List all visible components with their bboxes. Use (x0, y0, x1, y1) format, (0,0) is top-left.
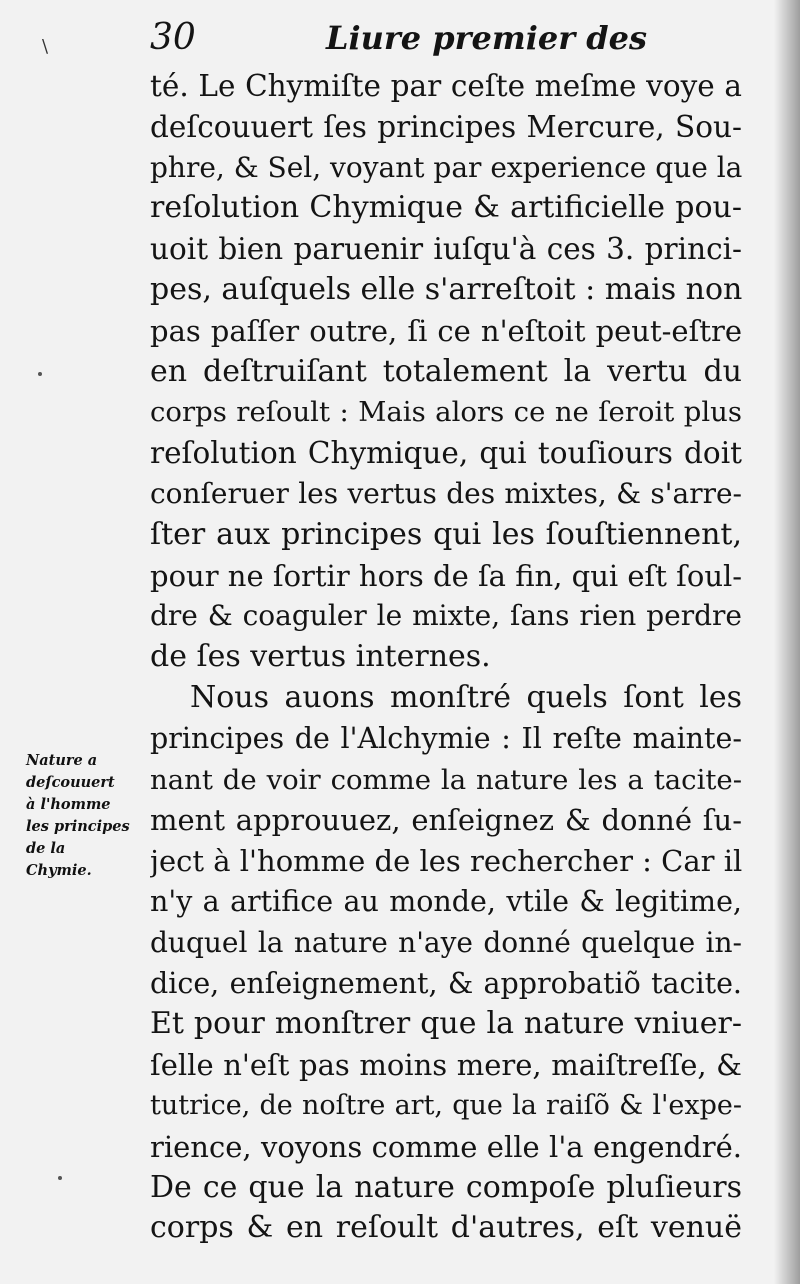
text-line: dre & coaguler le mixte, ſans rien perdre (150, 599, 742, 633)
text-line: duquel la nature n'aye donné quelque in- (150, 925, 742, 959)
text-line: De ce que la nature compoſe pluſieurs (150, 1169, 742, 1205)
text-line: deſcouuert ſes principes Mercure, Sou- (150, 109, 742, 144)
text-line: pes, auſquels elle s'arreſtoit : mais non (150, 271, 742, 307)
text-line: tutrice, de noſtre art, que la raiſõ & l'expe- (150, 1089, 742, 1121)
text-line: corps reſoult : Mais alors ce ne ſeroit plus (150, 396, 742, 429)
text-line: en deſtruiſant totalement la vertu du (150, 353, 742, 389)
text-line: uoit bien paruenir iuſqu'à ces 3. princi- (150, 232, 742, 267)
text-line: n'y a artifice au monde, vtile & legitime, (150, 884, 742, 918)
text-line: ment approuuez, enſeignez & donné ſu- (150, 803, 742, 838)
text-line: reſolution Chymique & artificielle pou- (150, 190, 742, 226)
text-line: dice, enſeignement, & approbatiõ tacite. (150, 966, 742, 1000)
ink-mark: \ (42, 36, 49, 57)
text-line: phre, & Sel, voyant par experience que la (150, 150, 742, 184)
text-line: ſter aux principes qui les ſouſtiennent, (150, 516, 742, 552)
text-line: ject à l'homme de les rechercher : Car il (150, 844, 742, 879)
text-line: conſeruer les vertus des mixtes, & s'arre- (150, 476, 742, 510)
marginal-note-line: deſcouuert (26, 774, 115, 791)
text-line: nant de voir comme la nature les a tacite- (150, 763, 742, 796)
text-line: reſolution Chymique, qui touſiours doit (150, 436, 742, 471)
marginal-note-line: de la (26, 840, 66, 857)
text-line: de ſes vertus internes. (150, 639, 491, 675)
text-line: pas paſſer outre, ſi ce n'eſtoit peut-eſtre (150, 313, 742, 348)
body-text (150, 66, 742, 1249)
text-line: pour ne ſortir hors de ſa fin, qui eſt ſoul- (150, 558, 742, 593)
text-line: principes de l'Alchymie : Il reſte mainte- (150, 721, 742, 755)
marginal-note-line: Chymie. (26, 862, 92, 879)
marginal-note-line: les principes (26, 818, 130, 835)
page-number: 30 (150, 17, 196, 58)
ink-speck (58, 1176, 62, 1180)
text-line: Et pour monſtrer que la nature vniuer- (150, 1006, 742, 1042)
text-line: té. Le Chymiſte par ceſte meſme voye a (150, 69, 742, 103)
marginal-note (26, 750, 152, 882)
running-head (150, 10, 647, 62)
marginal-note-line: à l'homme (26, 796, 111, 813)
text-line: ſelle n'eſt pas moins mere, maiſtreſſe, & (150, 1048, 742, 1083)
running-title: Liure premier des (326, 19, 647, 57)
text-line: corps & en reſoult d'autres, eſt venuë (150, 1210, 742, 1246)
marginal-note-line: Nature a (26, 752, 98, 769)
page-gutter-shadow (774, 0, 800, 1284)
ink-speck (38, 372, 42, 376)
text-line: rience, voyons comme elle l'a engendré. (150, 1129, 742, 1164)
text-line: Nous auons monſtré quels ſont les (190, 679, 742, 715)
